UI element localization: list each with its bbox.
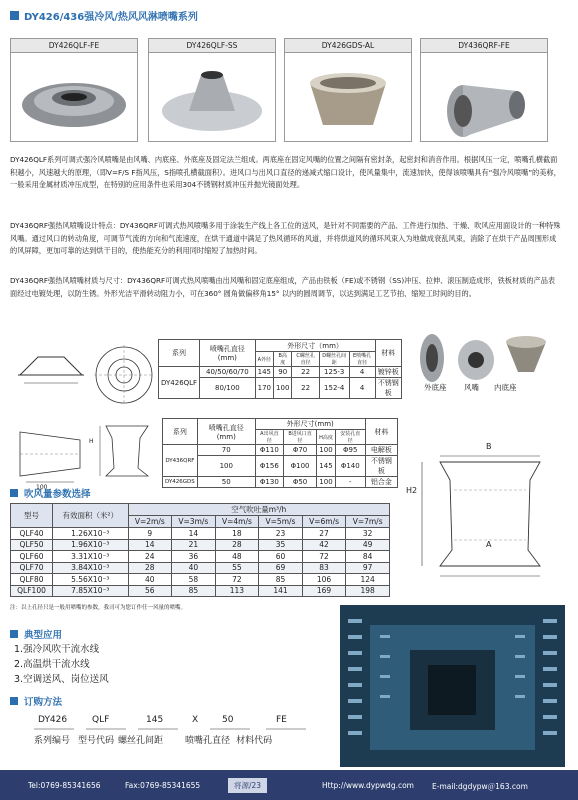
nozzle-hot-air-photo [421,53,547,141]
product-card-1 [10,38,138,142]
table-cell: 145 [255,367,273,378]
product-label: DY426QLF-SS [149,39,275,53]
table-subheader: E喷嘴孔直径 [349,352,375,367]
qrf-dimension-drawing [400,430,570,600]
qrf-spec-table [162,418,398,488]
product-label: DY426GDS-AL [285,39,411,53]
paragraph-qrf-design: DY436QRF强热风喷嘴设计特点：DY436QRF可调式热风喷嘴多用于涂装生产线上各工位的送风，是针对不同需要的产品、工件进行加热、干燥、吹风应用面设计的一种特殊风嘴。通过风口的转动角度，可调节气流的方向和气流速度，在烘干通道中满足了热风循环的风道，并将烘道风的循环风束入为地做成衰乱风束，消除了在烘干产品周围形成的风屏障，更加可靠的达到烘干目的，使热能充分的利用同时缩短了加热时间。 [10,221,561,255]
table-cell: 113 [215,585,259,597]
product-card-2 [148,38,276,142]
table-header: 有效面积（米²） [53,504,128,528]
table-header: 材料 [365,419,397,445]
table-cell: 4 [349,378,375,399]
table-header: 喷嘴孔直径(mm) [200,340,256,367]
part-label-nozzle: 风嘴 [464,383,479,392]
nozzle-flat-photo [11,53,137,141]
page-title: DY426/436强冷风/热风风淋喷嘴系列 [24,12,198,23]
table-cell: Φ130 [255,477,283,488]
table-cell: 28 [128,562,172,574]
table-subheader: B高度 [274,352,292,367]
caption-model: 型号代码 [78,736,115,746]
table-cell: 69 [259,562,303,574]
table-cell: 84 [346,551,390,563]
list-item: 2.高温烘干流水线 [14,659,90,670]
table-header: 外形尺寸(mm) [255,419,365,430]
table-cell: 106 [302,574,346,586]
table-cell: 36 [172,551,216,563]
table-cell: 40 [128,574,172,586]
table-cell: QLF100 [11,585,53,597]
table-header: 空气吹吐量m³/h [128,504,389,516]
footer-tel: Tel:0769-85341656 [28,781,101,790]
table-cell: Φ70 [284,445,317,456]
table-cell: 56 [128,585,172,597]
table-cell: 22 [292,378,319,399]
table-cell: 48 [215,551,259,563]
order-code-model: QLF [92,715,110,725]
table-cell: 141 [259,585,303,597]
table-cell: 97 [346,562,390,574]
table-cell: - [335,477,365,488]
list-item: 1.强冷风吹干流水线 [14,644,100,655]
table-cell: 85 [259,574,303,586]
table-cell: 80/100 [200,378,256,399]
table-subheader: A外径 [255,352,273,367]
table-cell: 电解板 [365,445,397,456]
table-cell: 14 [172,528,216,540]
oven-tunnel-photo [340,605,565,767]
table-cell: 145 [317,456,336,477]
table-cell: 60 [259,551,303,563]
table-cell: 58 [172,574,216,586]
footer-email[interactable]: E-mail:dgdypw＠163.com [432,782,528,791]
table-cell: 22 [292,367,319,378]
table-cell: 85 [172,585,216,597]
table-header: 系列 [159,340,200,367]
table-cell: DY426GDS [163,477,198,488]
table-subheader: V=2m/s [128,516,172,528]
product-card-3 [284,38,412,142]
table-cell: 100 [317,445,336,456]
table-cell: 镀锌板 [375,367,401,378]
table-cell: 72 [302,551,346,563]
table-cell: 169 [302,585,346,597]
product-label: DY426QLF-FE [11,39,137,53]
table-header: 系列 [163,419,198,445]
table-cell: 198 [346,585,390,597]
drawing-dim-b: B [486,442,492,451]
table-cell: QLF40 [11,528,53,540]
table-cell: Φ140 [335,456,365,477]
section-ordering [10,694,62,708]
part-label-outer-base: 外底座 [424,383,447,392]
table-subheader: V=6m/s [302,516,346,528]
table-cell: 55 [215,562,259,574]
qlf-technical-drawing [14,335,154,415]
table-header: 型号 [11,504,53,528]
table-cell: QLF50 [11,539,53,551]
table-cell: 50 [197,477,255,488]
table-cell: 28 [215,539,259,551]
table-cell: 42 [302,539,346,551]
table-cell: 1.26X10⁻³ [53,528,128,540]
table-cell: 23 [259,528,303,540]
table-cell: 35 [259,539,303,551]
nozzle-aluminum-photo [285,53,411,141]
table-cell: Φ156 [255,456,283,477]
section-square-icon [10,630,18,638]
table-cell: 3.31X10⁻³ [53,551,128,563]
order-code-diameter: 50 [222,715,234,725]
order-captions [34,733,272,746]
table-cell: 100 [197,456,255,477]
table-cell: 4 [349,367,375,378]
footer-fax: Fax:0769-85341655 [125,781,201,790]
table-cell: 不锈钢板 [375,378,401,399]
air-volume-table [10,503,390,597]
table-cell: 70 [197,445,255,456]
applications-list [14,642,109,687]
table-subheader: V=5m/s [259,516,303,528]
page-header [10,8,198,23]
table-header: 外形尺寸（mm） [255,340,375,352]
footer-url[interactable]: Http://www.dypwdg.com [322,781,414,790]
table-subheader: H高度 [317,430,336,445]
qlf-spec-table [158,339,402,399]
table-subheader: V=7m/s [346,516,390,528]
table-cell: DY426QLF [159,367,200,399]
caption-material: 材料代码 [236,736,273,746]
product-label: DY436QRF-FE [421,39,547,53]
table-cell: 18 [215,528,259,540]
table-cell: 21 [172,539,216,551]
table-header: 喷嘴孔直径(mm) [197,419,255,445]
table-subheader: V=4m/s [215,516,259,528]
table-cell: 27 [302,528,346,540]
table-cell: 49 [346,539,390,551]
footer-page: 将源/23 [228,778,267,793]
order-code-spacing: 145 [146,715,164,725]
drawing-dim-h2: H2 [406,486,418,495]
drawing-dim-h: H [89,438,94,445]
table-cell: 100 [274,378,292,399]
product-card-4 [420,38,548,142]
caption-spacing: 螺丝孔间距 [118,736,164,746]
table-cell: 170 [255,378,273,399]
table-cell: 152-4 [319,378,349,399]
table-cell: 3.84X10⁻³ [53,562,128,574]
section-square-icon [10,697,18,705]
table-cell: 铝合金 [365,477,397,488]
table-cell: 100 [317,477,336,488]
caption-diameter: 喷嘴孔直径 [185,736,231,746]
section-title: 订购方法 [24,697,63,708]
section-square-icon [10,489,18,497]
table-cell: Φ50 [284,477,317,488]
qrf-technical-drawing [10,418,160,488]
table-cell: 125-3 [319,367,349,378]
table-cell: 90 [274,367,292,378]
table-cell: QLF60 [11,551,53,563]
section-air-volume [10,486,91,500]
table-cell: 不锈钢板 [365,456,397,477]
order-code-material: FE [276,715,287,725]
table-cell: QLF70 [11,562,53,574]
part-label-inner-base: 内底座 [494,383,517,392]
table-cell: Φ95 [335,445,365,456]
table-subheader: A出风直径 [255,430,283,445]
caption-series: 系列编号 [34,736,71,746]
section-title: 典型应用 [24,630,63,641]
table-subheader: D螺丝孔间距 [319,352,349,367]
table-cell: 1.96X10⁻³ [53,539,128,551]
table-cell: 9 [128,528,172,540]
table-cell: 7.85X10⁻³ [53,585,128,597]
list-item: 3.空调送风、岗位送风 [14,674,109,685]
table-cell: 40/50/60/70 [200,367,256,378]
table-header: 材料 [375,340,401,367]
section-applications [10,627,62,641]
header-square-icon [10,11,19,20]
table-cell: 5.56X10⁻³ [53,574,128,586]
table-cell: DY436QRF [163,445,198,477]
table-cell: 124 [346,574,390,586]
paragraph-qlf: DY426QLF系列可调式强冷风喷嘴是由风嘴、内底座、外底座及固定法兰组成。两底座在固定风嘴的位置之间隔有密封条，起密封和消音作用。根据风压一定，喷嘴孔横截面积越小，风速越大的原理，（即V=F/S F指风压，S指喷孔横截面积）。进风口与出风口直径的递减式缩口设计，使风量集中，流速加快，使得该喷嘴具有“强冷风喷嘴”的美称，一般采用金属材质冲压成型，在特别的应用条件也采用304不锈钢材质冲压并抛光镜面处理。 [10,155,561,189]
order-code-series: DY426 [38,715,68,725]
table-cell: 40 [172,562,216,574]
order-code-x: X [192,715,199,725]
paragraph-qrf-material: DY436QRF强热风喷嘴材质与尺寸：DY436QRF可调式热风喷嘴由出风嘴和固定底座组成，产品由铁板（FE)或不锈钢（SS)冲压、拉伸、滚压制造成形，铁板材质的产品表面经过电镀处理，以防生锈。外形光洁平滑转动阻力小，可在360° 圆角做偏移角15° 以内的圆周调节，以达到满足工艺节拍、缩短工时间的目的。 [10,276,556,298]
table-subheader: C螺丝孔直径 [292,352,319,367]
drawing-dim-a: A [486,540,492,549]
section-title: 吹风量参数选择 [24,489,91,500]
table-cell: Φ100 [284,456,317,477]
table-cell: QLF80 [11,574,53,586]
drawing-dim-100: 100 [36,484,48,491]
table-cell: 83 [302,562,346,574]
table-cell: Φ110 [255,445,283,456]
page-footer [0,770,578,800]
table-subheader: 安装孔直径 [335,430,365,445]
table-note: 注：以上孔径只是一般用喷嘴的参数，我司可为您订作任一风量的喷嘴。 [10,605,187,611]
table-subheader: V=3m/s [172,516,216,528]
table-cell: 24 [128,551,172,563]
parts-photo [410,330,570,390]
table-cell: 72 [215,574,259,586]
nozzle-steel-photo [149,53,275,141]
table-cell: 14 [128,539,172,551]
table-cell: 32 [346,528,390,540]
table-subheader: B进风口直径 [284,430,317,445]
